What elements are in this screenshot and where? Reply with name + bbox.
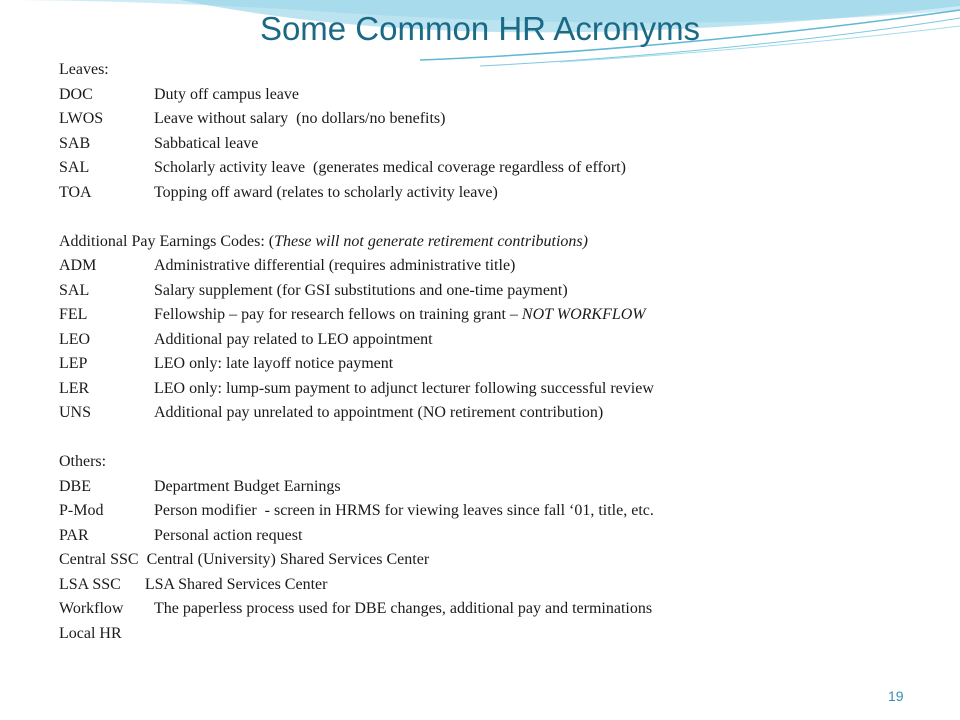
list-item <box>59 132 939 157</box>
spacer <box>59 426 939 451</box>
acronym-code: TOA <box>59 183 92 201</box>
acronym-code: ADM <box>59 257 97 274</box>
acronym-line: Central SSC Central (University) Shared Services Center <box>59 551 430 568</box>
page-number: 19 <box>888 688 904 704</box>
list-item <box>59 573 939 598</box>
acronym-description: Administrative differential (requires administrative title) <box>154 257 516 274</box>
acronym-description: Leave without salary (no dollars/no benefits) <box>154 110 446 127</box>
acronym-code: SAL <box>59 281 90 299</box>
acronym-description: Topping off award (relates to scholarly activity leave) <box>154 183 498 201</box>
leaves-heading: Leaves: <box>59 61 109 78</box>
acronym-description: The paperless process used for DBE changes, additional pay and terminations <box>154 600 653 617</box>
acronym-list <box>59 58 939 646</box>
list-item <box>59 401 939 426</box>
list-item <box>59 377 939 402</box>
spacer <box>59 205 939 230</box>
acronym-description: Scholarly activity leave (generates medical coverage regardless of effort) <box>154 159 626 176</box>
list-item <box>59 107 939 132</box>
list-item <box>59 524 939 549</box>
acronym-code: LEP <box>59 355 88 372</box>
description-text: Fellowship – pay for research fellows on training grant – <box>154 306 522 323</box>
acronym-description: LEO only: lump-sum payment to adjunct lecturer following successful review <box>154 379 654 397</box>
list-item <box>59 597 939 622</box>
acronym-code: SAB <box>59 134 91 152</box>
acronym-code: Workflow <box>59 600 124 617</box>
slide-title: Some Common HR Acronyms <box>259 10 701 47</box>
additional-pay-heading <box>59 230 939 255</box>
acronym-code: DBE <box>59 477 91 495</box>
acronym-description: Personal action request <box>154 526 303 544</box>
list-item <box>59 279 939 304</box>
others-heading: Others: <box>59 453 107 470</box>
acronym-description: LEO only: late layoff notice payment <box>154 355 394 372</box>
acronym-line: LSA SSC LSA Shared Services Center <box>59 575 328 593</box>
acronym-code: PAR <box>59 526 89 544</box>
acronym-code: SAL <box>59 159 90 176</box>
acronym-code: LWOS <box>59 110 104 127</box>
list-item <box>59 622 939 647</box>
acronym-code: UNS <box>59 404 92 421</box>
heading-text: Additional Pay Earnings Codes: ( <box>59 232 275 250</box>
list-item <box>59 181 939 206</box>
acronym-description: Additional pay related to LEO appointment <box>154 330 433 348</box>
acronym-description: Person modifier - screen in HRMS for viewing leaves since fall ‘01, title, etc. <box>154 502 654 519</box>
list-item <box>59 328 939 353</box>
list-item <box>59 548 939 573</box>
list-item <box>59 156 939 181</box>
acronym-code: P-Mod <box>59 502 104 519</box>
description-note: NOT WORKFLOW <box>521 306 646 323</box>
acronym-code: LER <box>59 379 90 397</box>
acronym-line: Local HR <box>59 624 122 642</box>
list-item <box>59 303 939 328</box>
list-item <box>59 254 939 279</box>
acronym-description: Duty off campus leave <box>154 85 299 103</box>
acronym-code: FEL <box>59 306 88 323</box>
acronym-description: Department Budget Earnings <box>154 477 341 495</box>
heading-note: These will not generate retirement contributions) <box>274 232 588 250</box>
list-item <box>59 499 939 524</box>
acronym-description <box>154 303 646 328</box>
acronym-description: Salary supplement (for GSI substitutions and one-time payment) <box>154 281 568 299</box>
acronym-description: Additional pay unrelated to appointment (NO retirement contribution) <box>154 404 604 421</box>
list-item <box>59 352 939 377</box>
acronym-code: DOC <box>59 85 93 103</box>
acronym-description: Sabbatical leave <box>154 134 259 152</box>
list-item <box>59 83 939 108</box>
acronym-code: LEO <box>59 330 91 348</box>
list-item <box>59 475 939 500</box>
